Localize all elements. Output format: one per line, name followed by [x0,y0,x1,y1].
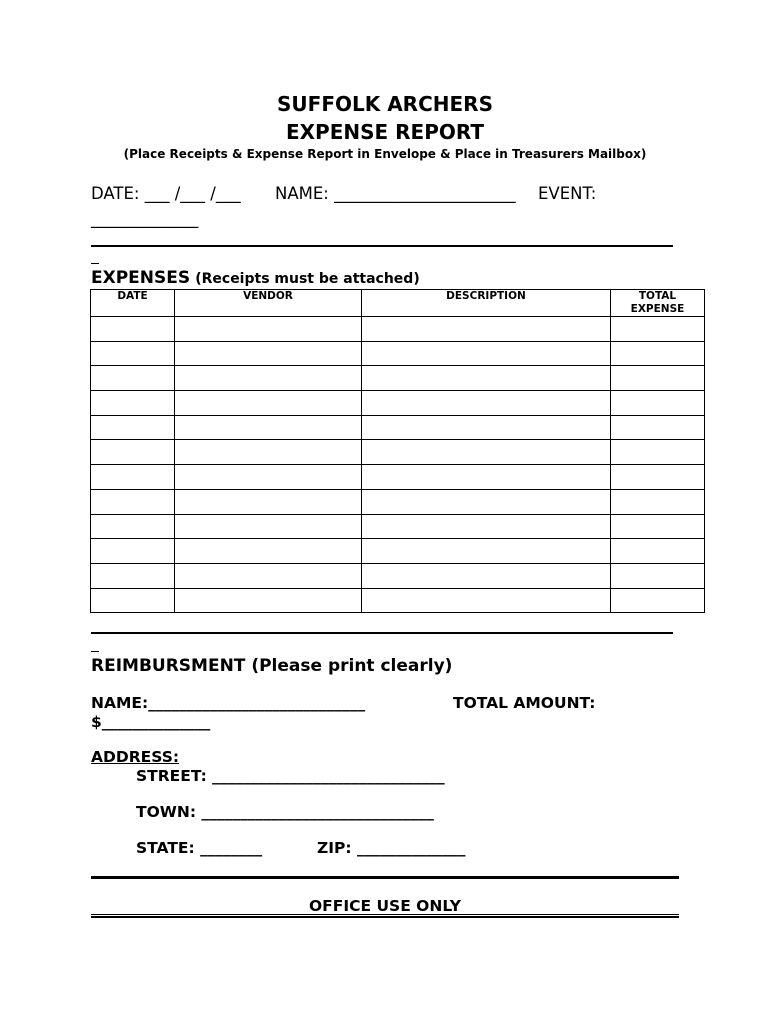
expenses-heading-row [91,268,420,288]
table-row [91,588,705,613]
table-row [91,440,705,465]
divider-tail-2 [91,651,99,652]
table-cell[interactable] [175,317,362,342]
instructions: (Place Receipts & Expense Report in Envelope & Place in Treasurers Mailbox) [123,147,647,161]
expenses-table [90,289,705,613]
table-row [91,563,705,588]
total-amount-field[interactable]: $______________ [91,713,211,731]
office-use-label: OFFICE USE ONLY [308,897,462,915]
name-field[interactable]: NAME: ______________________ [275,184,516,203]
divider-tail [91,263,99,264]
table-cell[interactable] [611,341,705,366]
table-cell[interactable] [611,317,705,342]
table-cell[interactable] [362,588,611,613]
table-cell[interactable] [611,440,705,465]
table-cell[interactable] [91,465,175,490]
table-cell[interactable] [175,415,362,440]
expenses-heading: EXPENSES [91,268,191,288]
section-divider-2 [91,632,673,634]
date-field[interactable]: DATE: ___ /___ /___ [91,184,241,203]
zip-field[interactable]: ZIP: ______________ [317,839,466,857]
table-cell[interactable] [362,415,611,440]
table-cell[interactable] [91,317,175,342]
table-cell[interactable] [611,489,705,514]
event-label: EVENT: [538,184,597,203]
table-cell[interactable] [175,588,362,613]
table-cell[interactable] [91,563,175,588]
expenses-note: (Receipts must be attached) [195,271,420,287]
table-cell[interactable] [175,391,362,416]
table-row [91,317,705,342]
table-cell[interactable] [175,514,362,539]
table-row [91,539,705,564]
table-cell[interactable] [611,366,705,391]
table-cell[interactable] [175,563,362,588]
total-amount-label: TOTAL AMOUNT: [453,694,596,712]
table-cell[interactable] [362,465,611,490]
table-cell[interactable] [611,391,705,416]
town-field[interactable]: TOWN: ______________________________ [136,803,434,821]
table-cell[interactable] [91,588,175,613]
table-cell[interactable] [362,317,611,342]
table-cell[interactable] [362,514,611,539]
address-label: ADDRESS: [91,748,180,766]
reimbursement-heading: REIMBURSMENT (Please print clearly) [91,656,453,676]
table-row [91,366,705,391]
table-cell[interactable] [362,539,611,564]
street-field[interactable]: STREET: ______________________________ [136,767,445,785]
table-cell[interactable] [175,465,362,490]
section-divider [91,245,673,247]
table-row [91,341,705,366]
table-cell[interactable] [362,341,611,366]
report-title: EXPENSE REPORT [285,120,485,144]
table-cell[interactable] [611,539,705,564]
table-cell[interactable] [91,391,175,416]
table-cell[interactable] [362,489,611,514]
event-field[interactable]: _____________ [91,209,199,228]
table-cell[interactable] [91,539,175,564]
col-total-expense: TOTAL EXPENSE [611,290,705,317]
col-date: DATE [91,290,175,317]
table-cell[interactable] [611,514,705,539]
table-row [91,514,705,539]
table-row [91,415,705,440]
state-field[interactable]: STATE: ________ [136,839,263,857]
reimb-name-field[interactable]: NAME:____________________________ [91,694,366,712]
table-cell[interactable] [91,514,175,539]
table-row [91,489,705,514]
table-cell[interactable] [91,440,175,465]
table-cell[interactable] [611,563,705,588]
table-row [91,465,705,490]
table-row [91,391,705,416]
org-title: SUFFOLK ARCHERS [277,92,493,116]
table-cell[interactable] [91,489,175,514]
table-cell[interactable] [175,341,362,366]
table-cell[interactable] [611,415,705,440]
table-cell[interactable] [362,563,611,588]
table-cell[interactable] [175,489,362,514]
col-vendor: VENDOR [175,290,362,317]
table-cell[interactable] [175,440,362,465]
table-cell[interactable] [362,391,611,416]
office-bottom-rule [91,914,679,918]
table-cell[interactable] [611,465,705,490]
table-cell[interactable] [175,539,362,564]
table-cell[interactable] [91,366,175,391]
table-cell[interactable] [611,588,705,613]
office-top-rule [91,876,679,879]
table-cell[interactable] [362,366,611,391]
table-cell[interactable] [91,415,175,440]
col-description: DESCRIPTION [362,290,611,317]
table-cell[interactable] [91,341,175,366]
table-header-row [91,290,705,317]
table-cell[interactable] [362,440,611,465]
table-cell[interactable] [175,366,362,391]
